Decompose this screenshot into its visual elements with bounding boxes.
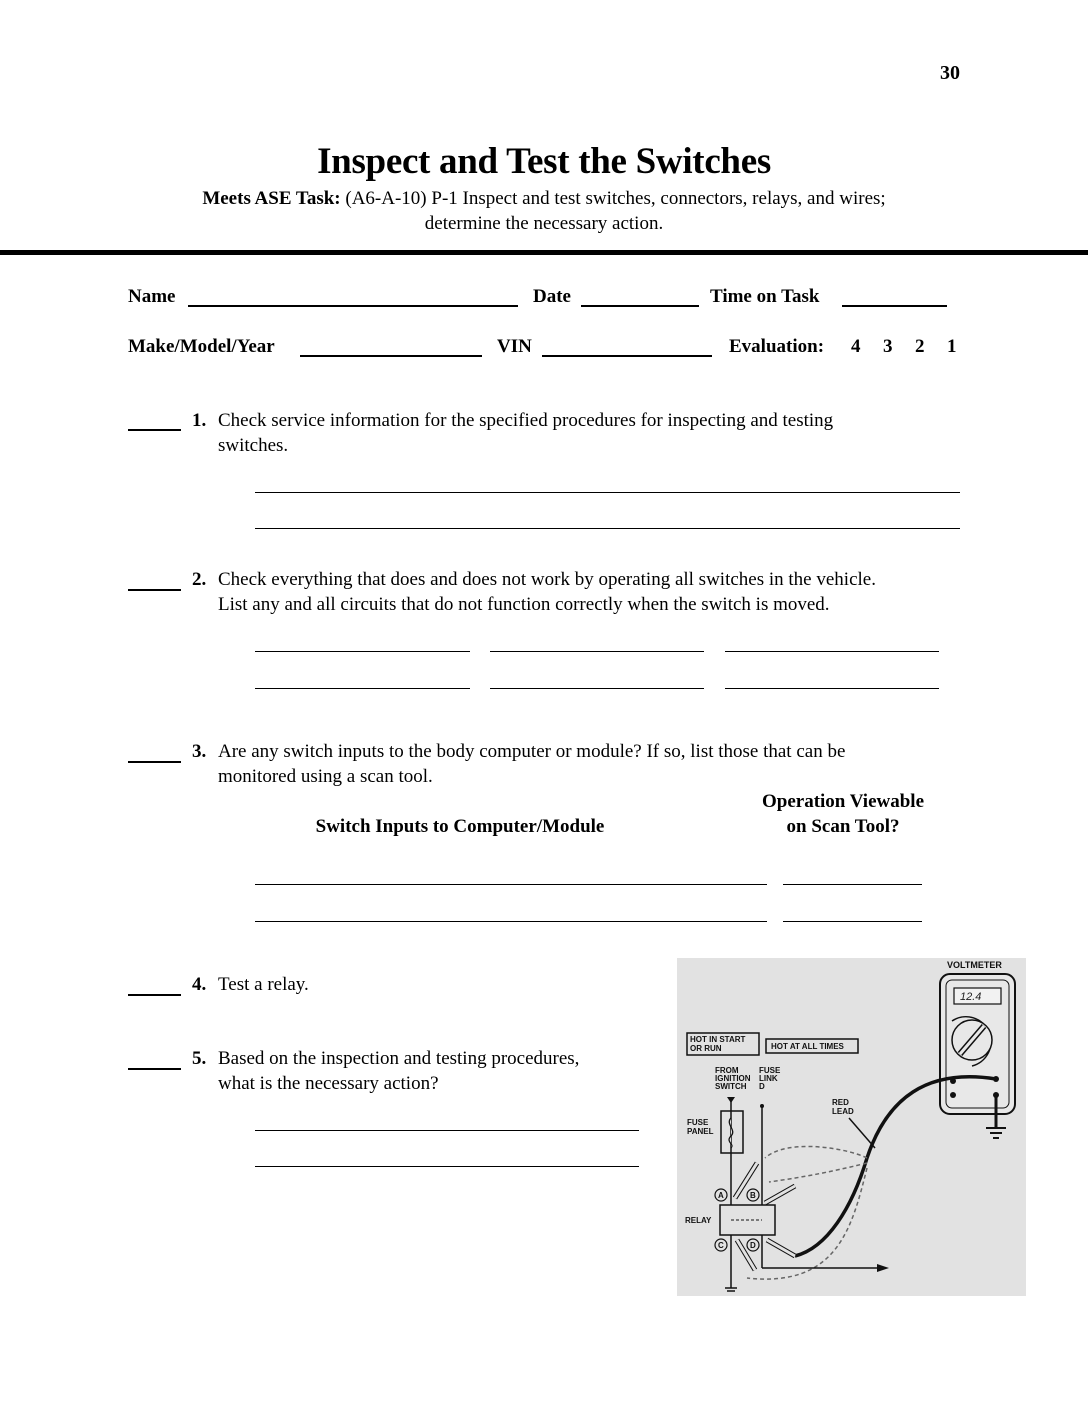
vin-label: VIN <box>497 336 532 357</box>
q3-col-switch-inputs-header: Switch Inputs to Computer/Module <box>315 816 605 837</box>
q3-text <box>218 739 845 789</box>
q3-checkbox-blank[interactable] <box>128 761 181 763</box>
q3-input-line-1[interactable] <box>255 884 767 885</box>
date-label: Date <box>533 286 571 307</box>
evaluation-score-1[interactable]: 1 <box>947 336 957 357</box>
q1-checkbox-blank[interactable] <box>128 429 181 431</box>
from-ignition-line-2: IGNITION <box>715 1074 751 1083</box>
terminal-a-label: A <box>718 1191 724 1200</box>
q3-col2-line-1: Operation Viewable <box>761 791 925 812</box>
evaluation-score-4[interactable]: 4 <box>851 336 861 357</box>
header-divider <box>0 250 1088 255</box>
q1-line-1: Check service information for the specified procedures for inspecting and testing <box>218 410 834 431</box>
name-field[interactable] <box>188 305 518 307</box>
q2-text <box>218 567 876 617</box>
q3-scan-line-1[interactable] <box>783 884 922 885</box>
fuse-link-terminal <box>760 1104 764 1108</box>
q2-answer-line[interactable] <box>490 651 704 652</box>
time-on-task-field[interactable] <box>842 305 947 307</box>
alt-lead-dashed <box>769 1163 867 1182</box>
fuse-link-line-2: LINK <box>759 1074 778 1083</box>
q5-line-1: Based on the inspection and testing procedures, <box>218 1048 580 1069</box>
relay-test-svg <box>677 958 1026 1296</box>
terminal-b-label: B <box>750 1191 756 1200</box>
hot-all-times-label: HOT AT ALL TIMES <box>771 1042 844 1051</box>
make-model-year-field[interactable] <box>300 355 482 357</box>
q3-line-2: monitored using a scan tool. <box>218 766 433 787</box>
red-lead-line-1: RED <box>832 1098 849 1107</box>
q2-answer-line[interactable] <box>725 651 939 652</box>
q4-text: Test a relay. <box>218 974 309 995</box>
fuse-link-label <box>759 1066 781 1091</box>
q4-number: 4. <box>192 974 207 995</box>
ignition-arrow-icon <box>727 1097 735 1103</box>
q1-answer-line-1[interactable] <box>255 492 960 493</box>
date-field[interactable] <box>581 305 699 307</box>
q1-number: 1. <box>192 410 207 431</box>
q1-answer-line-2[interactable] <box>255 528 960 529</box>
fuse-panel-label <box>687 1118 714 1136</box>
red-lead-label <box>832 1098 854 1116</box>
page-number: 30 <box>940 62 960 84</box>
q3-col2-line-2: on Scan Tool? <box>786 816 900 837</box>
q5-answer-line-2[interactable] <box>255 1166 639 1167</box>
fuse-link-line-1: FUSE <box>759 1066 781 1075</box>
page-title: Inspect and Test the Switches <box>317 141 771 182</box>
q2-line-1: Check everything that does and does not work by operating all switches in the vehicle. <box>218 569 876 590</box>
task-line-2: determine the necessary action. <box>424 213 664 234</box>
probe-b-inner <box>765 1186 795 1203</box>
q3-line-1: Are any switch inputs to the body computer or module? If so, list those that can be <box>218 741 846 762</box>
q5-checkbox-blank[interactable] <box>128 1068 181 1070</box>
q2-line-2: List any and all circuits that do not function correctly when the switch is moved. <box>218 594 830 615</box>
evaluation-score-3[interactable]: 3 <box>883 336 893 357</box>
fuse-panel-line-2: PANEL <box>687 1127 714 1136</box>
task-prefix: Meets ASE Task: <box>202 188 341 209</box>
voltmeter-jack-icon <box>950 1092 956 1098</box>
hot-start-run-line-1: HOT IN START <box>690 1035 746 1044</box>
q5-number: 5. <box>192 1048 207 1069</box>
fuse-link-line-3: D <box>759 1082 765 1091</box>
q3-number: 3. <box>192 741 207 762</box>
red-lead-pointer <box>849 1118 875 1148</box>
alt-lead-dashed <box>765 1146 867 1158</box>
q5-line-2: what is the necessary action? <box>218 1073 439 1094</box>
task-description <box>0 186 1088 236</box>
hot-start-run-line-2: OR RUN <box>690 1044 722 1053</box>
q3-col-scan-tool-header <box>733 789 953 839</box>
q2-answer-line[interactable] <box>255 688 470 689</box>
name-label: Name <box>128 286 176 307</box>
q3-input-line-2[interactable] <box>255 921 767 922</box>
fuse-panel-line-1: FUSE <box>687 1118 709 1127</box>
q5-answer-line-1[interactable] <box>255 1130 639 1131</box>
q5-text <box>218 1046 579 1096</box>
output-arrow-icon <box>877 1264 889 1272</box>
terminal-c-label: C <box>718 1241 724 1250</box>
voltmeter-label: VOLTMETER <box>947 960 1002 970</box>
vin-field[interactable] <box>542 355 712 357</box>
from-ignition-line-3: SWITCH <box>715 1082 747 1091</box>
q2-answer-line[interactable] <box>725 688 939 689</box>
task-line-1: (A6-A-10) P-1 Inspect and test switches, connectors, relays, and wires; <box>340 188 886 209</box>
from-ignition-label <box>715 1066 751 1091</box>
relay-test-diagram <box>677 958 1026 1296</box>
q2-answer-line[interactable] <box>255 651 470 652</box>
evaluation-score-2[interactable]: 2 <box>915 336 925 357</box>
q1-line-2: switches. <box>218 435 289 456</box>
evaluation-label: Evaluation: <box>729 336 825 357</box>
relay-label: RELAY <box>685 1216 712 1225</box>
voltmeter-reading: 12.4 <box>960 991 982 1003</box>
red-lead-line-2: LEAD <box>832 1107 854 1116</box>
make-model-year-label: Make/Model/Year <box>128 336 275 357</box>
q2-number: 2. <box>192 569 207 590</box>
hot-start-run-label <box>690 1035 746 1053</box>
from-ignition-line-1: FROM <box>715 1066 739 1075</box>
q4-checkbox-blank[interactable] <box>128 994 181 996</box>
terminal-d-label: D <box>750 1241 756 1250</box>
q1-text <box>218 408 833 458</box>
time-on-task-label: Time on Task <box>710 286 820 307</box>
probe-d-inner <box>767 1240 795 1256</box>
q2-answer-line[interactable] <box>490 688 704 689</box>
q2-checkbox-blank[interactable] <box>128 589 181 591</box>
q3-scan-line-2[interactable] <box>783 921 922 922</box>
